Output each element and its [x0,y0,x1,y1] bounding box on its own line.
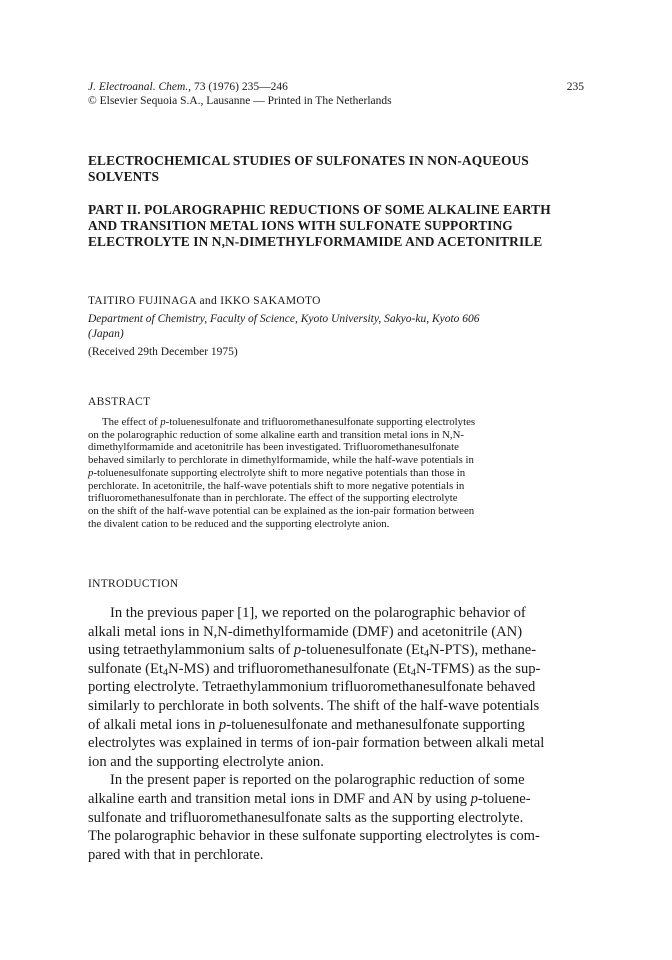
intro-line: of alkali metal ions in p-toluenesulfonate and methanesulfonate supporting [88,716,525,733]
intro-line: alkaline earth and transition metal ions in DMF and AN by using p-toluene- [88,790,531,807]
abstract-line: dimethylformamide and acetonitrile has been investigated. Trifluoromethanesulfonate [88,441,459,454]
introduction-text [88,604,588,864]
authors: TAITIRO FUJINAGA and IKKO SAKAMOTO [88,295,321,307]
abstract-line: the divalent cation to be reduced and the supporting electrolyte anion. [88,517,390,530]
abstract-line: perchlorate. In acetonitrile, the half-wave potentials shift to more negative potentials in [88,479,465,492]
abstract-text [88,416,588,530]
abstract-line: on the shift of the half-wave potential can be explained as the ion-pair formation between [88,504,475,517]
received-date: (Received 29th December 1975) [88,346,238,358]
abstract-line: p-toluenesulfonate supporting electrolyte shift to more negative potentials than those in [88,466,466,479]
abstract-line: trifluoromethanesulfonate than in perchlorate. The effect of the supporting electrolyte [88,492,458,505]
abstract-heading: ABSTRACT [88,396,151,408]
intro-line: pared with that in perchlorate. [88,846,264,863]
subtitle-line: AND TRANSITION METAL IONS WITH SULFONATE SUPPORTING [88,218,513,233]
intro-line: similarly to perchlorate in both solvents. The shift of the half-wave potentials [88,697,540,714]
affiliation [88,312,588,341]
intro-line: sulfonate and trifluoromethanesulfonate salts as the supporting electrolyte. [88,809,524,826]
citation-details: 73 (1976) 235—246 [191,81,288,93]
subtitle-line: PART II. POLAROGRAPHIC REDUCTIONS OF SOME ALKALINE EARTH [88,202,551,217]
journal-name: J. Electroanal. Chem., [88,81,192,93]
affiliation-line: Department of Chemistry, Faculty of Science, Kyoto University, Sakyo-ku, Kyoto 606 [88,313,480,325]
intro-line: ion and the supporting electrolyte anion. [88,753,324,770]
title-line: SOLVENTS [88,169,160,184]
intro-line: alkali metal ions in N,N-dimethylformamide (DMF) and acetonitrile (AN) [88,623,523,640]
affiliation-line: (Japan) [88,327,124,340]
intro-line: The polarographic behavior in these sulfonate supporting electrolytes is com- [88,828,540,845]
intro-line: porting electrolyte. Tetraethylammonium trifluoromethanesulfonate behaved [88,679,536,696]
intro-line: sulfonate $(Et_4N-MS)$ and trifluoromethanesulfonate $(Et_4N-TFMS)$ as the sup- [88,660,541,679]
intro-line: electrolytes was explained in terms of ion-pair formation between alkali metal [88,735,545,752]
intro-line: In the previous paper [1], we reported on the polarographic behavior of [110,605,526,621]
title-line: ELECTROCHEMICAL STUDIES OF SULFONATES IN NON-AQUEOUS [88,153,529,168]
article-title [88,153,588,250]
page-header [88,80,584,108]
publisher-line: © Elsevier Sequoia S.A., Lausanne — Printed in The Netherlands [88,95,392,107]
abstract-line: on the polarographic reduction of some alkaline earth and transition metal ions in N,N- [88,428,464,441]
intro-line: using tetraethylammonium salts of p-toluenesulfonate $(Et_4N-PTS)$, methane- [88,642,537,660]
abstract-line: behaved similarly to perchlorate in dimethylformamide, while the half-wave potentials in [88,454,474,467]
abstract-line: The effect of p-toluenesulfonate and trifluoromethanesulfonate supporting electrolytes [102,416,476,428]
intro-line: In the present paper is reported on the polarographic reduction of some [110,772,525,789]
introduction-heading: INTRODUCTION [88,578,179,590]
subtitle-line: ELECTROLYTE IN N,N-DIMETHYLFORMAMIDE AND ACETONITRILE [88,234,543,249]
citation-line [88,80,584,94]
page-number: 235 [566,81,584,93]
